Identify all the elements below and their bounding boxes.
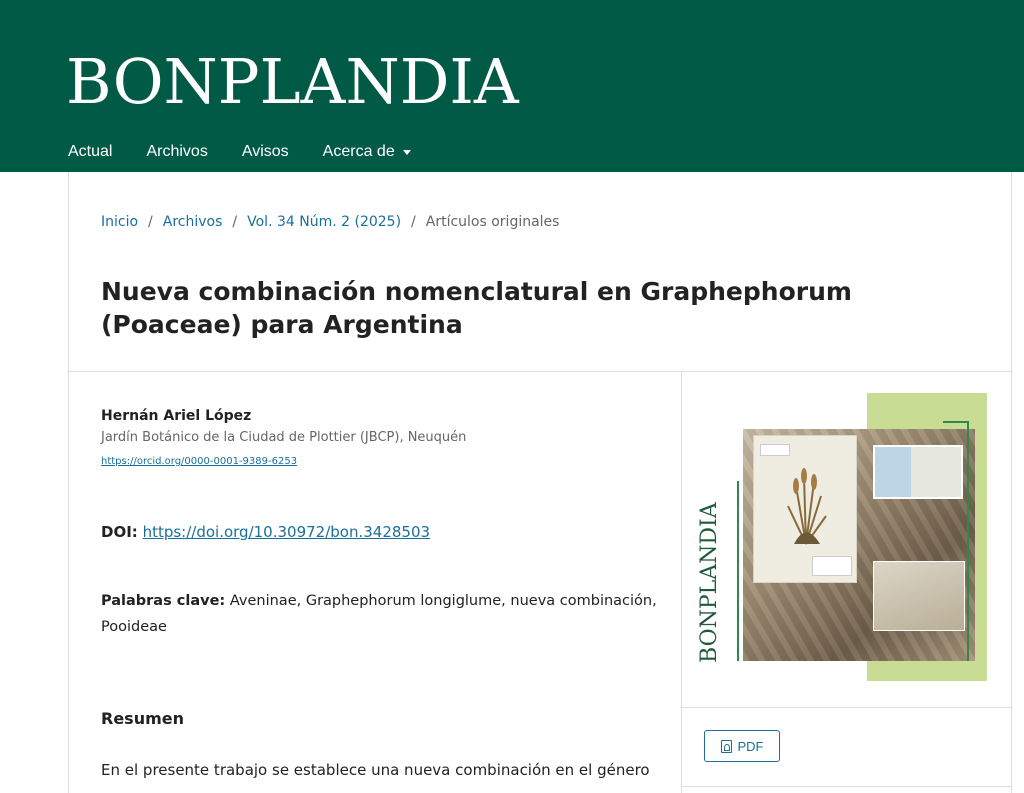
main-nav [68, 141, 445, 163]
nav-item-actual[interactable] [68, 141, 112, 163]
nav-label: Acerca de [322, 143, 395, 160]
cover-accent-line [967, 421, 969, 661]
keywords-label: Palabras clave: [101, 593, 226, 609]
nav-label: Archivos [146, 143, 208, 160]
cover-title: BONPLANDIA [697, 502, 722, 663]
pdf-file-icon [721, 740, 732, 753]
breadcrumb-separator: / [411, 214, 416, 230]
keywords [101, 588, 661, 640]
author-name: Hernán Ariel López [101, 408, 252, 424]
orcid-link[interactable]: https://orcid.org/0000-0001-9389-6253 [101, 456, 298, 467]
breadcrumb-archives[interactable]: Archivos [162, 214, 223, 230]
site-header [0, 0, 1024, 172]
issue-cover[interactable] [695, 393, 987, 683]
pdf-download-button[interactable] [704, 730, 780, 762]
abstract-heading: Resumen [101, 709, 184, 728]
doi [101, 523, 430, 541]
abstract-text: En el presente trabajo se establece una nueva combinación en el género [101, 761, 650, 779]
sheet-label [760, 444, 790, 456]
nav-item-acerca-de[interactable] [323, 141, 411, 163]
nav-label: Avisos [241, 143, 289, 160]
breadcrumb-separator: / [232, 214, 238, 230]
breadcrumb-issue[interactable]: Vol. 34 Núm. 2 (2025) [247, 214, 402, 230]
divider [682, 707, 1011, 708]
divider [69, 371, 1011, 372]
chevron-down-icon [403, 150, 411, 155]
cover-accent-line [737, 481, 739, 661]
breadcrumb-home[interactable]: Inicio [101, 214, 139, 230]
article-container [68, 172, 1012, 793]
breadcrumb-separator: / [148, 214, 153, 230]
spikelet-photo [873, 561, 965, 631]
map-land [911, 447, 961, 497]
author-affiliation: Jardín Botánico de la Ciudad de Plottier (JBCP), Neuquén [101, 430, 467, 445]
nav-item-archivos[interactable] [146, 141, 207, 163]
article-title: Nueva combinación nomenclatural en Graphephorum (Poaceae) para Argentina [101, 277, 852, 339]
herbarium-sheet [753, 435, 857, 583]
sheet-label [812, 556, 852, 576]
divider [682, 786, 1011, 787]
nav-label: Actual [68, 143, 113, 160]
keywords-value: Aveninae, Graphephorum longiglume, nueva combinación, Pooideae [101, 593, 657, 635]
doi-link[interactable]: https://doi.org/10.30972/bon.3428503 [142, 523, 431, 541]
column-divider [681, 371, 682, 793]
pdf-label: PDF [737, 738, 764, 754]
nav-item-avisos[interactable] [242, 141, 289, 163]
doi-label: DOI: [101, 523, 138, 541]
distribution-map [873, 445, 963, 499]
cover-accent-line [943, 421, 969, 423]
journal-logo[interactable]: BONPLANDIA [66, 45, 519, 118]
grass-plant-icon [776, 466, 836, 546]
breadcrumb [101, 214, 559, 230]
breadcrumb-current: Artículos originales [425, 214, 560, 230]
